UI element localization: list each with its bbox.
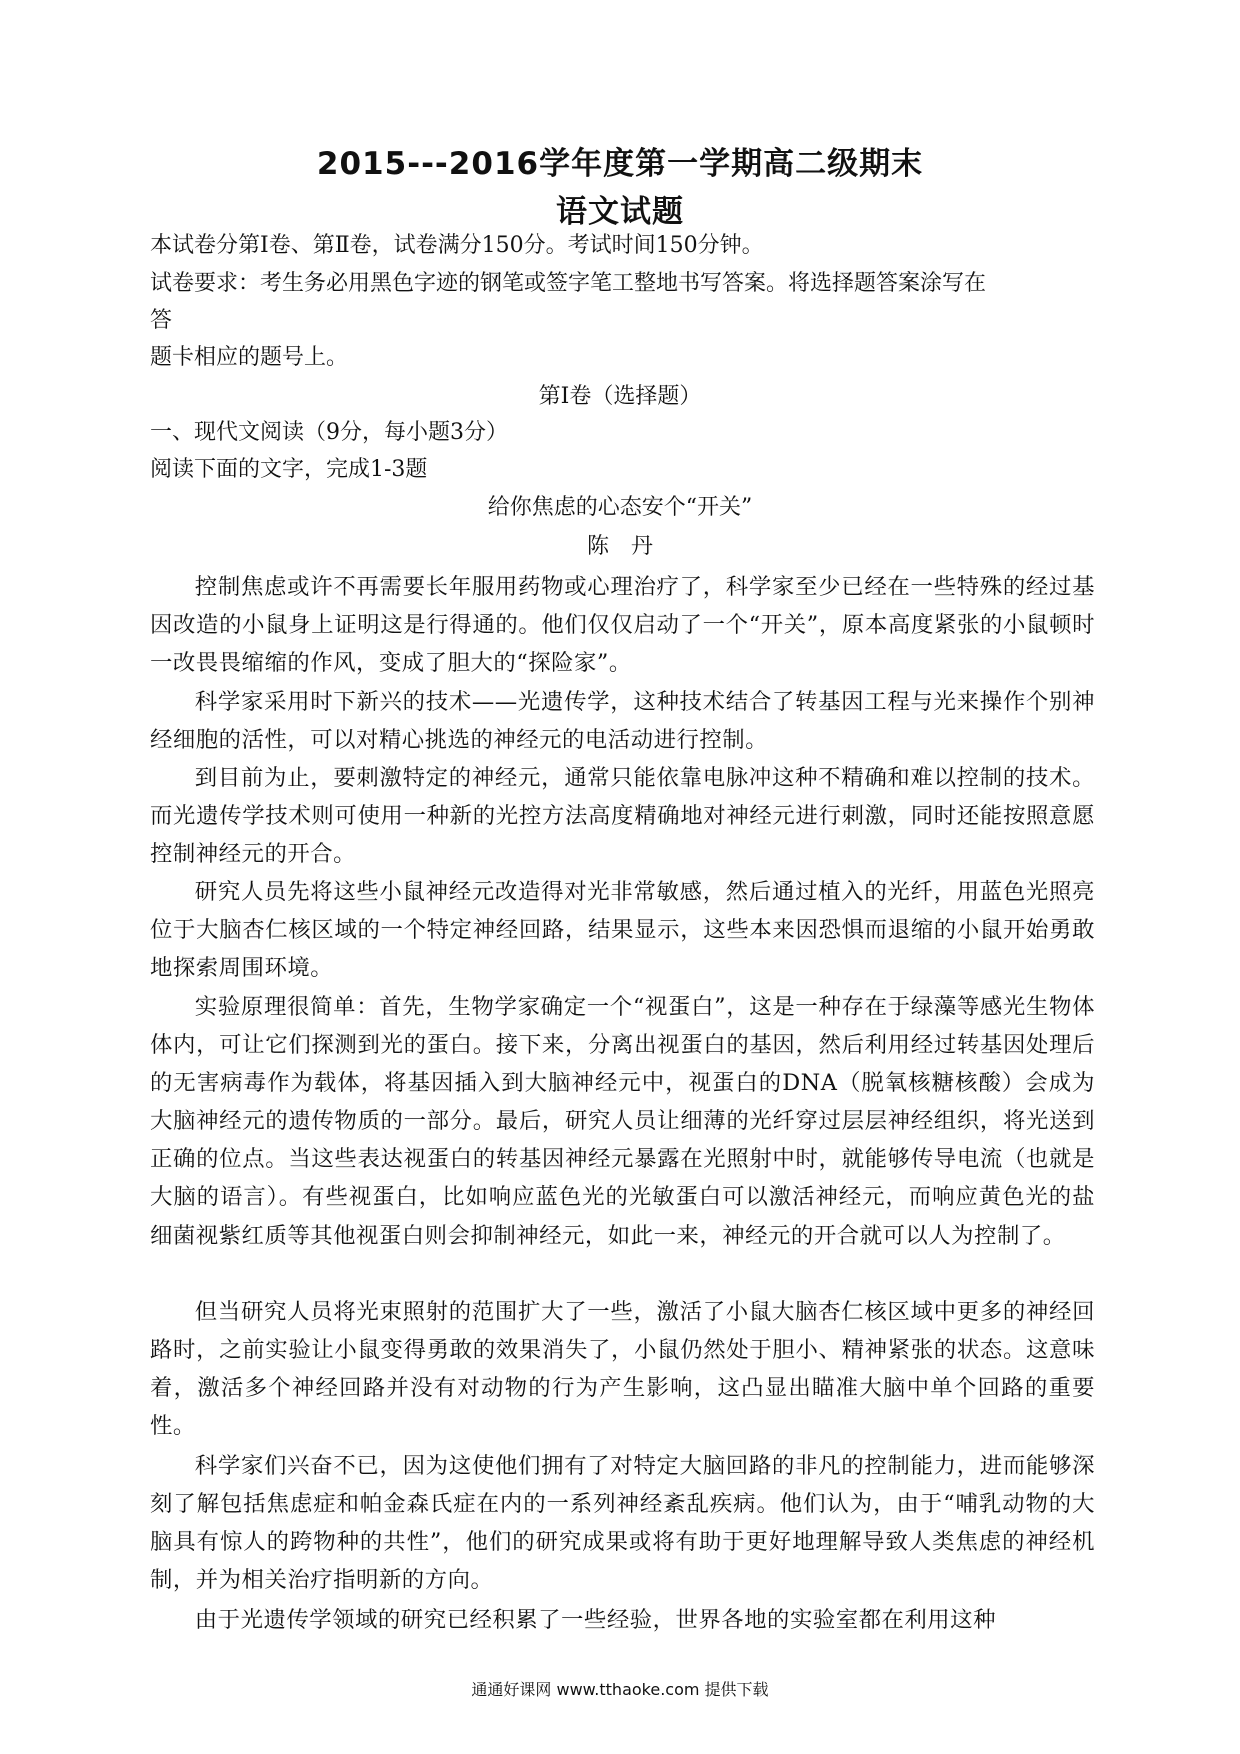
- article-paragraph-1: 控制焦虑或许不再需要长年服用药物或心理治疗了，科学家至少已经在一些特殊的经过基因改造的小鼠身上证明这是行得通的。他们仅仅启动了一个“开关”，原本高度紧张的小鼠顿时一改畏畏缩缩的作风，变成了胆大的“探险家”。: [150, 574, 1095, 677]
- article-author: 陈丹: [586, 534, 675, 559]
- exam-subtitle: 语文试题: [556, 194, 684, 230]
- intro-line-3: 答: [150, 308, 173, 333]
- article-paragraph-6: 但当研究人员将光束照射的范围扩大了一些，激活了小鼠大脑杏仁核区域中更多的神经回路时，之前实验让小鼠变得勇敢的效果消失了，小鼠仍然处于胆小、精神紧张的状态。这意味着，激活多个神经回路并没有对动物的行为产生影响，这凸显出瞄准大脑中单个回路的重要性。: [150, 1299, 1095, 1440]
- article-paragraph-7: 科学家们兴奋不已，因为这使他们拥有了对特定大脑回路的非凡的控制能力，进而能够深刻了解包括焦虑症和帕金森氏症在内的一系列神经紊乱疾病。他们认为，由于“哺乳动物的大脑具有惊人的跨物种的共性”，他们的研究成果或将有助于更好地理解导致人类焦虑的神经机制，并为相关治疗指明新的方向。: [150, 1453, 1095, 1594]
- article-paragraph-3: 到目前为止，要刺激特定的神经元，通常只能依靠电脉冲这种不精确和难以控制的技术。而光遗传学技术则可使用一种新的光控方法高度精确地对神经元进行刺激，同时还能按照意愿控制神经元的开合。: [150, 765, 1095, 868]
- article-paragraph-4: 研究人员先将这些小鼠神经元改造得对光非常敏感，然后通过植入的光纤，用蓝色光照亮位于大脑杏仁核区域的一个特定神经回路，结果显示，这些本来因恐惧而退缩的小鼠开始勇敢地探索周围环境。: [150, 879, 1095, 982]
- article-paragraph-5: 实验原理很简单：首先，生物学家确定一个“视蛋白”，这是一种存在于绿藻等感光生物体体内，可让它们探测到光的蛋白。接下来，分离出视蛋白的基因，然后利用经过转基因处理后的无害病毒作为载体，将基因插入到大脑神经元中，视蛋白的DNA（脱氧核糖核酸）会成为大脑神经元的遗传物质的一部分。最后，研究人员让细薄的光纤穿过层层神经组织，将光送到正确的位点。当这些表达视蛋白的转基因神经元暴露在光照射中时，就能够传导电流（也就是大脑的语言）。有些视蛋白，比如响应蓝色光的光敏蛋白可以激活神经元，而响应黄色光的盐细菌视紫红质等其他视蛋白则会抑制神经元，如此一来，神经元的开合就可以人为控制了。: [150, 994, 1095, 1249]
- intro-line-2: 试卷要求：考生务必用黑色字迹的钢笔或签字笔工整地书写答案。将选择题答案涂写在: [150, 271, 987, 296]
- reading-instruction: 阅读下面的文字，完成1-3题: [150, 457, 428, 482]
- volume-heading: 第Ⅰ卷（选择题）: [538, 384, 702, 409]
- download-footer: 通通好课网 www.tthaoke.com 提供下载: [471, 1680, 769, 1699]
- part-heading: 一、现代文阅读（9分，每小题3分）: [150, 420, 508, 445]
- article-title: 给你焦虑的心态安个“开关”: [487, 495, 753, 520]
- intro-line-1: 本试卷分第Ⅰ卷、第Ⅱ卷，试卷满分150分。考试时间150分钟。: [150, 233, 764, 258]
- article-paragraph-8: 由于光遗传学领域的研究已经积累了一些经验，世界各地的实验室都在利用这种: [194, 1607, 996, 1633]
- exam-title: 2015---2016学年度第一学期高二级期末: [316, 146, 924, 182]
- article-paragraph-2: 科学家采用时下新兴的技术——光遗传学，这种技术结合了转基因工程与光来操作个别神经细胞的活性，可以对精心挑选的神经元的电活动进行控制。: [150, 689, 1095, 754]
- intro-line-4: 题卡相应的题号上。: [150, 345, 349, 370]
